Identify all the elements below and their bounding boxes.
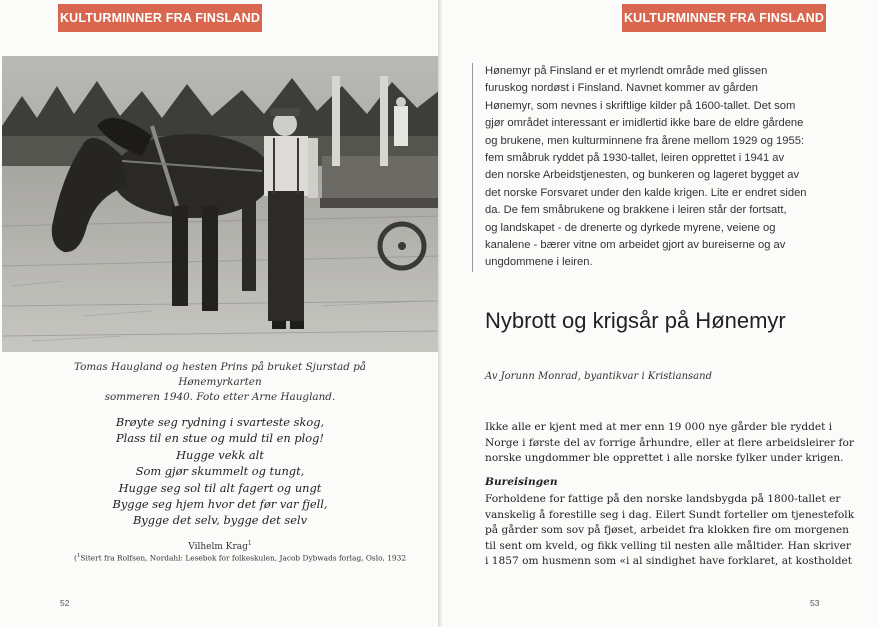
body-line: vanskelig å forestille seg i dag. Eilert Sundt forteller om tjenestefolk <box>485 508 855 521</box>
intro-line: ungdommene i leiren. <box>485 256 593 269</box>
footnote-number: 1 <box>76 553 81 559</box>
header-label-right: KULTURMINNER FRA FINSLAND <box>623 11 825 25</box>
caption-line: sommeren 1940. Foto etter Arne Haugland. <box>104 391 336 403</box>
header-tab-right <box>622 4 826 32</box>
poem-line: Plass til en stue og muld til en plog! <box>115 431 325 446</box>
intro-line: Hønemyr, som nevnes i skriftlige kilder på 1600-tallet. Det som <box>485 99 796 112</box>
intro-paragraph <box>472 63 845 272</box>
photo-illustration <box>2 56 440 352</box>
page-number-left: 52 <box>60 598 70 608</box>
caption-line: Tomas Haugland og hesten Prins på bruket Sjurstad på Hønemyrkarten <box>73 361 367 388</box>
footnote-text: Sitert fra Rolfsen, Nordahl: Lesebok for folkeskulen, Jacob Dybwads forlag, Oslo, 1932 <box>80 553 407 563</box>
body-line: norske ungdommer ble opprettet i alle norske fylker under krigen. <box>485 452 844 465</box>
header-tab-left <box>58 4 262 32</box>
intro-line: Hønemyr på Finsland er et myrlendt område med glissen <box>485 65 768 77</box>
body-line: Norge i første del av forrige århundre, eller at flere arbeidsleirer for <box>485 436 854 449</box>
poem-line: Bygge seg hjem hvor det før var fjell, <box>112 497 328 512</box>
intro-line: furuskog nordøst i Finsland. Navnet kommer av gården <box>485 82 758 95</box>
intro-line: kanalene - bærer vitne om arbeidet gjort av bureiserne og av <box>485 239 786 252</box>
poem-line: Bygge det selv, bygge det selv <box>132 513 308 528</box>
body-line: til sent om kveld, og fikk velling til nesten alle måltider. Han skriver <box>485 539 851 552</box>
poem-line: Hugge seg sol til alt fagert og ungt <box>118 480 322 495</box>
header-label-left: KULTURMINNER FRA FINSLAND <box>59 11 261 25</box>
footnote: ($^1$Sitert fra Rolfsen, Nordahl: Lesebok for folkeskulen, Jacob Dybwads forlag, Oslo, 1932 <box>74 553 407 563</box>
intro-line: gjør området interessant er imidlertid ikke bare de eldre gårdene <box>485 117 804 130</box>
poem-line: Hugge vekk alt <box>176 447 264 462</box>
right-page <box>442 0 878 627</box>
page-number-right: 53 <box>810 598 820 608</box>
poem-author <box>160 540 280 552</box>
poem-line: Som gjør skummelt og tungt, <box>135 464 305 479</box>
body-line: på gårder som sov på fjøset, arbeidet fra klokken fire om morgenen <box>485 524 849 537</box>
section-subheading: Bureisingen <box>485 476 558 488</box>
intro-line: det norske Forsvaret under den kalde krigen. Lite er endret siden <box>485 186 807 199</box>
historic-photo <box>2 56 440 352</box>
poem-author-name: Vilhelm Krag <box>188 542 248 552</box>
intro-line: den norske Arbeidstjenesten, og bunkeren og lageret bygget av <box>485 169 800 182</box>
intro-line: da. De fem småbrukene og brakkene i leiren står der fortsatt, <box>485 204 787 217</box>
photo-caption <box>40 360 400 405</box>
poem-line: Brøyte seg rydning i svarteste skog, <box>115 415 325 429</box>
body-line: Forholdene for fattige på den norske landsbygda på 1800-tallet er <box>485 493 841 505</box>
poem <box>90 414 350 529</box>
article-title: Nybrott og krigsår på Hønemyr <box>485 308 786 333</box>
footnote-marker: 1 <box>247 540 252 547</box>
intro-line: og landskapet - de drenerte og dyrkede myrene, veiene og <box>485 221 776 234</box>
intro-line: fem småbruk ryddet på 1930-tallet, leiren opprettet i 1941 av <box>485 152 785 165</box>
body-paragraph-1 <box>485 420 854 467</box>
body-paragraph-2 <box>485 492 855 570</box>
byline: Av Jorunn Monrad, byantikvar i Kristiansand <box>485 371 712 382</box>
body-line: i 1857 om husmenn som «i al sindighet have forklaret, at kostholdet <box>485 555 853 568</box>
intro-line: og brukene, men kulturminnene fra årene mellom 1929 og 1955: <box>485 134 805 147</box>
body-line: Ikke alle er kjent med at mer enn 19 000 nye gårder ble ryddet i <box>485 421 833 433</box>
